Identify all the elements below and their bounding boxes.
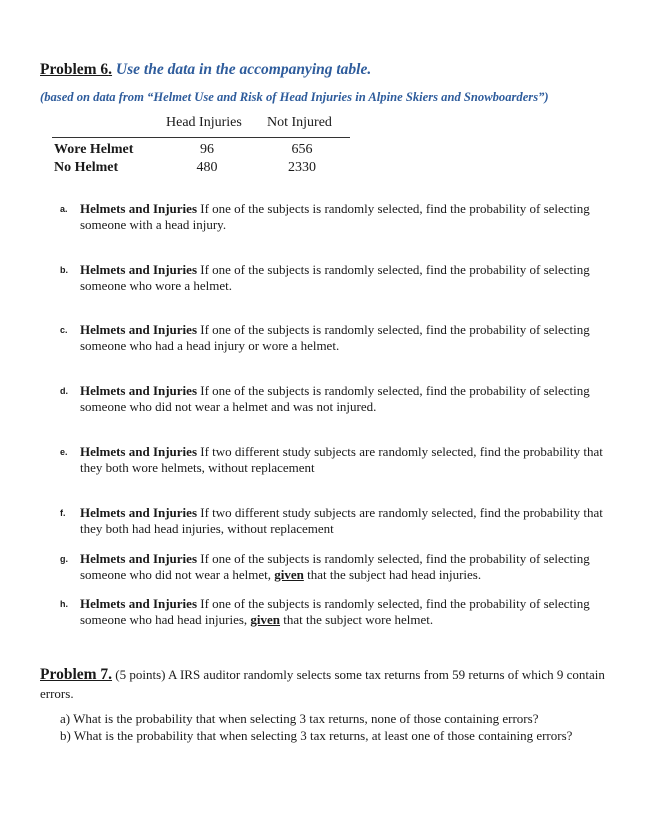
table-row [52,142,352,160]
question-text: If two different study subjects are randomly selected, find the probability that they both wore helmets, without replacement [80,444,603,475]
problem-7-paragraph [40,665,640,703]
header-not-injured: Not Injured [267,115,332,130]
question-lead: Helmets and Injuries [80,201,197,216]
question-letter: a. [60,204,68,214]
item-label: b) [60,727,71,743]
question-lead: Helmets and Injuries [80,551,197,566]
question-lead: Helmets and Injuries [80,262,197,277]
problem-7-points: (5 points) [112,667,166,682]
question-lead: Helmets and Injuries [80,596,197,611]
problem-7-title: Problem 7. [40,666,113,683]
question-letter: f. [60,508,66,518]
question-letter: d. [60,386,68,396]
problem-7-item-a [60,711,620,728]
question-text-end: that the subject wore helmet. [280,611,434,627]
question-text: If one of the subjects is randomly selected, find the probability of selecting someone who did not wear a helmet, [80,551,590,582]
row-label: Wore Helmet [54,142,134,157]
emphasis-given: given [250,611,281,627]
question-lead: Helmets and Injuries [80,444,197,459]
problem-7-items [60,711,620,744]
problem-6-title-punct: . [108,61,113,78]
question-text-end: that the subject had head injuries. [303,566,482,582]
question-letter: e. [60,447,68,457]
problem-6-heading [40,61,371,79]
table-divider [52,137,350,138]
question-text: If one of the subjects is randomly selected, find the probability of selecting someone who wore a helmet. [80,262,590,293]
problem-7-item-b [60,728,620,745]
question-lead: Helmets and Injuries [80,505,197,520]
problem-6-title: Problem 6 [40,61,109,78]
question-text: If one of the subjects is randomly selected, find the probability of selecting someone with a head injury. [80,201,590,232]
question-text: If one of the subjects is randomly selected, find the probability of selecting someone who did not wear a helmet and was not injured. [80,383,590,414]
emphasis-given: given [274,566,304,582]
table-row [52,160,352,178]
question-text: If one of the subjects is randomly selected, find the probability of selecting someone who had head injuries, [80,596,590,627]
cell-value: 2330 [288,160,316,175]
question-letter: b. [60,265,68,275]
cell-value: 656 [291,142,313,157]
item-text: What is the probability that when selecting 3 tax returns, at least one of those containing errors? [73,727,573,743]
row-label: No Helmet [54,160,119,175]
header-head-injuries: Head Injuries [166,115,242,130]
cell-value: 96 [200,142,214,157]
cell-value: 480 [196,160,218,175]
problem-6-instruction: Use the data in the accompanying table. [115,61,372,78]
question-text: If two different study subjects are randomly selected, find the probability that they both had head injuries, without replacement [80,505,603,536]
question-lead: Helmets and Injuries [80,322,197,337]
question-lead: Helmets and Injuries [80,383,197,398]
question-letter: g. [60,554,68,564]
item-text: What is the probability that when selecting 3 tax returns, none of those containing errors? [73,711,539,726]
question-letter: c. [60,325,68,335]
item-label: a) [60,711,71,726]
problem-7-body: A IRS auditor randomly selects some tax returns from 59 returns of which 9 contain errors. [40,667,605,701]
question-letter: h. [60,599,68,609]
problem-6-source: (based on data from “Helmet Use and Risk of Head Injuries in Alpine Skiers and Snowboarders”) [40,90,549,104]
question-text: If one of the subjects is randomly selected, find the probability of selecting someone who had a head injury or wore a helmet. [80,322,590,353]
